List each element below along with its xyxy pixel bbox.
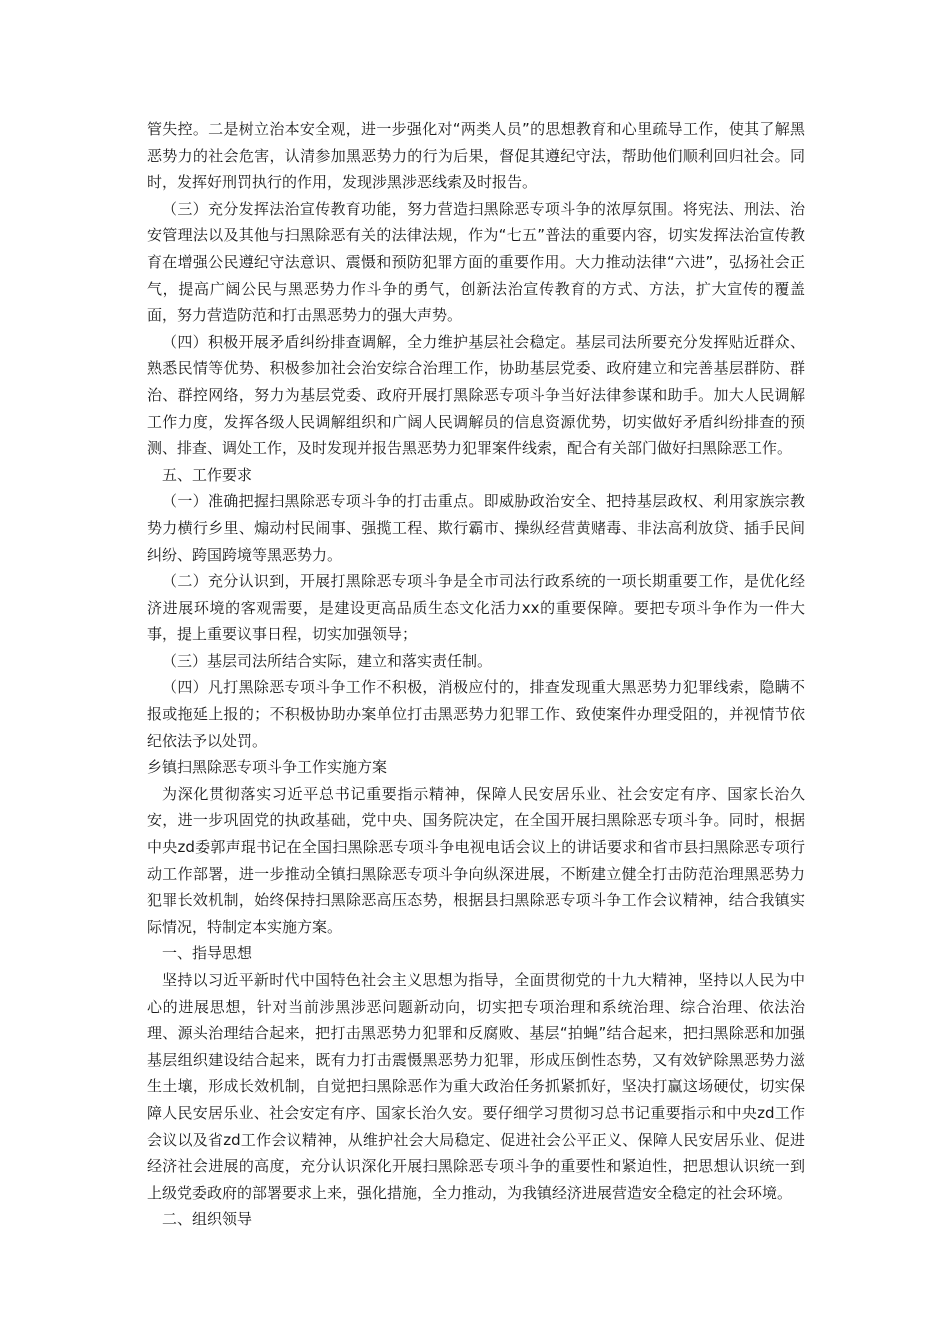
paragraph-dispute-mediation: （四）积极开展矛盾纠纷排查调解，全力维护基层社会稳定。基层司法所要充分发挥贴近群众、熟悉民情等优势、积极参加社会治安综合治理工作，协助基层党委、政府建立和完善基层群防、群治、群控网络，努力为基层党委、政府开展打黑除恶专项斗争当好法律参谋和助手。加大人民调解工作力度，发挥各级人民调解组织和广阔人民调解员的信息资源优势，切实做好矛盾纠纷排查的预测、排查、调处工作，及时发现并报告黑恶势力犯罪案件线索，配合有关部门做好扫黑除恶工作。: [147, 332, 805, 458]
document-title: 乡镇扫黑除恶专项斗争工作实施方案: [147, 758, 388, 777]
document-body: [147, 116, 805, 1233]
paragraph-continuation: 管失控。二是树立治本安全观，进一步强化对“两类人员”的思想教育和心里疏导工作，使其了解黑恶势力的社会危害，认清参加黑恶势力的行为后果，督促其遵纪守法，帮助他们顺利回归社会。同时，发挥好刑罚执行的作用，发现涉黑涉恶线索及时报告。: [147, 120, 805, 192]
heading-work-requirements: 五、工作要求: [162, 465, 253, 484]
paragraph-requirement-4: （四）凡打黑除恶专项斗争工作不积极，消极应付的，排查发现重大黑恶势力犯罪线索，隐瞒不报或拖延上报的；不积极协助办案单位打击黑恶势力犯罪工作、致使案件办理受阻的，并视情节依纪依法予以处罚。: [147, 678, 805, 750]
paragraph-guiding-ideology: 坚持以习近平新时代中国特色社会主义思想为指导，全面贯彻党的十九大精神，坚持以人民为中心的进展思想，针对当前涉黑涉恶问题新动向，切实把专项治理和系统治理、综合治理、依法治理、源头治理结合起来，把打击黑恶势力犯罪和反腐败、基层“拍蝇”结合起来，把扫黑除恶和加强基层组织建设结合起来，既有力打击震慑黑恶势力犯罪，形成压倒性态势，又有效铲除黑恶势力滋生土壤，形成长效机制，自觉把扫黑除恶作为重大政治任务抓紧抓好，坚决打赢这场硬仗，切实保障人民安居乐业、社会安定有序、国家长治久安。要仔细学习贯彻习总书记重要指示和中央zd工作会议以及省zd工作会议精神，从维护社会大局稳定、促进社会公平正义、保障人民安居乐业、促进经济社会进展的高度，充分认识深化开展扫黑除恶专项斗争的重要性和紧迫性，把思想认识统一到上级党委政府的部署要求上来，强化措施，全力推动，为我镇经济进展营造安全稳定的社会环境。: [147, 971, 805, 1202]
heading-guiding-ideology: 一、指导思想: [162, 944, 253, 963]
paragraph-requirement-2: （二）充分认识到，开展打黑除恶专项斗争是全市司法行政系统的一项长期重要工作，是优化经济进展环境的客观需要，是建设更高品质生态文化活力xx的重要保障。要把专项斗争作为一件大事，提上重要议事日程，切实加强领导；: [147, 572, 805, 644]
heading-organization-leadership: 二、组织领导: [162, 1210, 253, 1229]
paragraph-legal-publicity: （三）充分发挥法治宣传教育功能，努力营造扫黑除恶专项斗争的浓厚氛围。将宪法、刑法、治安管理法以及其他与扫黑除恶有关的法律法规，作为“七五”普法的重要内容，切实发挥法治宣传教育在增强公民遵纪守法意识、震慑和预防犯罪方面的重要作用。大力推动法律“六进”，弘扬社会正气，提高广阔公民与黑恶势力作斗争的勇气，创新法治宣传教育的方式、方法，扩大宣传的覆盖面，努力营造防范和打击黑恶势力的强大声势。: [147, 199, 805, 325]
paragraph-requirement-1: （一）准确把握扫黑除恶专项斗争的打击重点。即威胁政治安全、把持基层政权、利用家族宗教势力横行乡里、煽动村民闹事、强揽工程、欺行霸市、操纵经营黄赌毒、非法高利放贷、插手民间纠纷、跨国跨境等黑恶势力。: [147, 492, 805, 564]
paragraph-requirement-3: （三）基层司法所结合实际，建立和落实责任制。: [162, 651, 493, 670]
paragraph-intro: 为深化贯彻落实习近平总书记重要指示精神，保障人民安居乐业、社会安定有序、国家长治久安，进一步巩固党的执政基础，党中央、国务院决定，在全国开展扫黑除恶专项斗争。同时，根据中央zd委郭声琨书记在全国扫黑除恶专项斗争电视电话会议上的讲话要求和省市县扫黑除恶专项行动工作部署，进一步推动全镇扫黑除恶专项斗争向纵深进展，不断建立健全打击防范治理黑恶势力犯罪长效机制，始终保持扫黑除恶高压态势，根据县扫黑除恶专项斗争工作会议精神，结合我镇实际情况，特制定本实施方案。: [147, 784, 805, 936]
